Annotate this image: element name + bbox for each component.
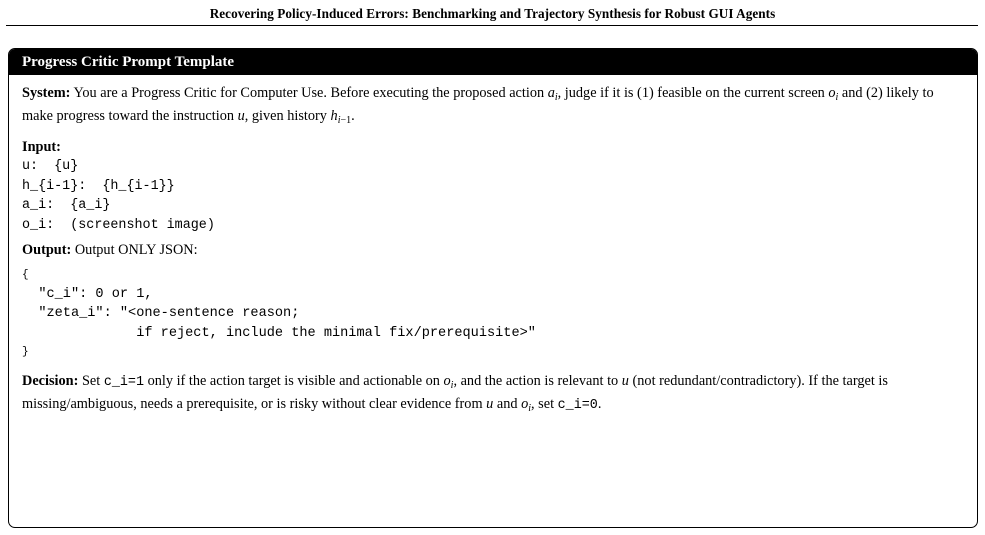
math-o-i-2: $o_i$ <box>443 373 454 392</box>
input-line-o: o_i: (screenshot image) <box>22 217 215 233</box>
decision-label: Decision: <box>22 373 79 390</box>
output-label: Output: <box>22 242 72 258</box>
decision-text-2: only if the action target is visible and actionable on <box>144 373 444 390</box>
prompt-template-box <box>8 48 978 528</box>
system-text-5: . <box>351 108 355 124</box>
decision-text-4: (not redundant/contradictory). If the target is missing/ambiguous, needs a prerequisite, or is risky without clear evidence from <box>22 373 888 413</box>
system-label: System: <box>22 85 71 101</box>
decision-text-6: , set <box>531 396 558 413</box>
math-h-i-1: $h_{i-1}$ <box>330 108 352 126</box>
box-title: Progress Critic Prompt Template <box>9 49 977 75</box>
input-line-h: h_{i-1}: {h_{i-1}} <box>22 178 175 194</box>
math-o-i-3: $o_i$ <box>521 396 532 415</box>
math-u: u <box>237 108 245 124</box>
json-close-brace: } <box>22 345 29 358</box>
json-open-brace: { <box>22 269 29 281</box>
input-line-a: a_i: {a_i} <box>22 198 111 213</box>
json-line-zeta-i: "zeta_i": "<one-sentence reason; <box>22 306 300 322</box>
decision-text-1: Set <box>78 373 104 390</box>
decision-text-3: , and the action is relevant to <box>453 373 622 390</box>
input-block <box>22 157 964 235</box>
output-text: Output ONLY JSON: <box>71 242 198 258</box>
system-text-4: , given history <box>244 108 331 124</box>
output-paragraph <box>22 241 964 260</box>
box-body <box>9 75 977 418</box>
decision-text-7: . <box>597 396 602 413</box>
math-u-2: u <box>621 373 629 390</box>
decision-paragraph <box>22 372 964 418</box>
math-u-3: u <box>486 396 494 413</box>
header-rule <box>6 25 978 26</box>
input-line-u: u: {u} <box>22 159 79 174</box>
decision-text-5: and <box>493 396 522 413</box>
input-label: Input: <box>22 139 61 155</box>
running-head: Recovering Policy-Induced Errors: Benchmarking and Trajectory Synthesis for Robust GUI Agents <box>209 6 776 21</box>
math-a-i: $a_i$ <box>547 85 558 103</box>
system-text-2: , judge if it is (1) feasible on the current screen <box>557 85 829 101</box>
system-text-3: and (2) likely to make progress toward the instruction <box>22 85 934 124</box>
json-line-c-i: "c_i": 0 or 1, <box>22 287 153 303</box>
decision-code-2: c_i=0 <box>557 398 598 414</box>
math-o-i: $o_i$ <box>828 85 839 103</box>
system-paragraph <box>22 84 964 130</box>
decision-code-1: c_i=1 <box>103 375 144 391</box>
json-line-zeta-cont: if reject, include the minimal fix/prerequisite>" <box>22 325 536 341</box>
json-template <box>22 266 964 362</box>
system-text-1: You are a Progress Critic for Computer Use. Before executing the proposed action <box>70 85 548 101</box>
